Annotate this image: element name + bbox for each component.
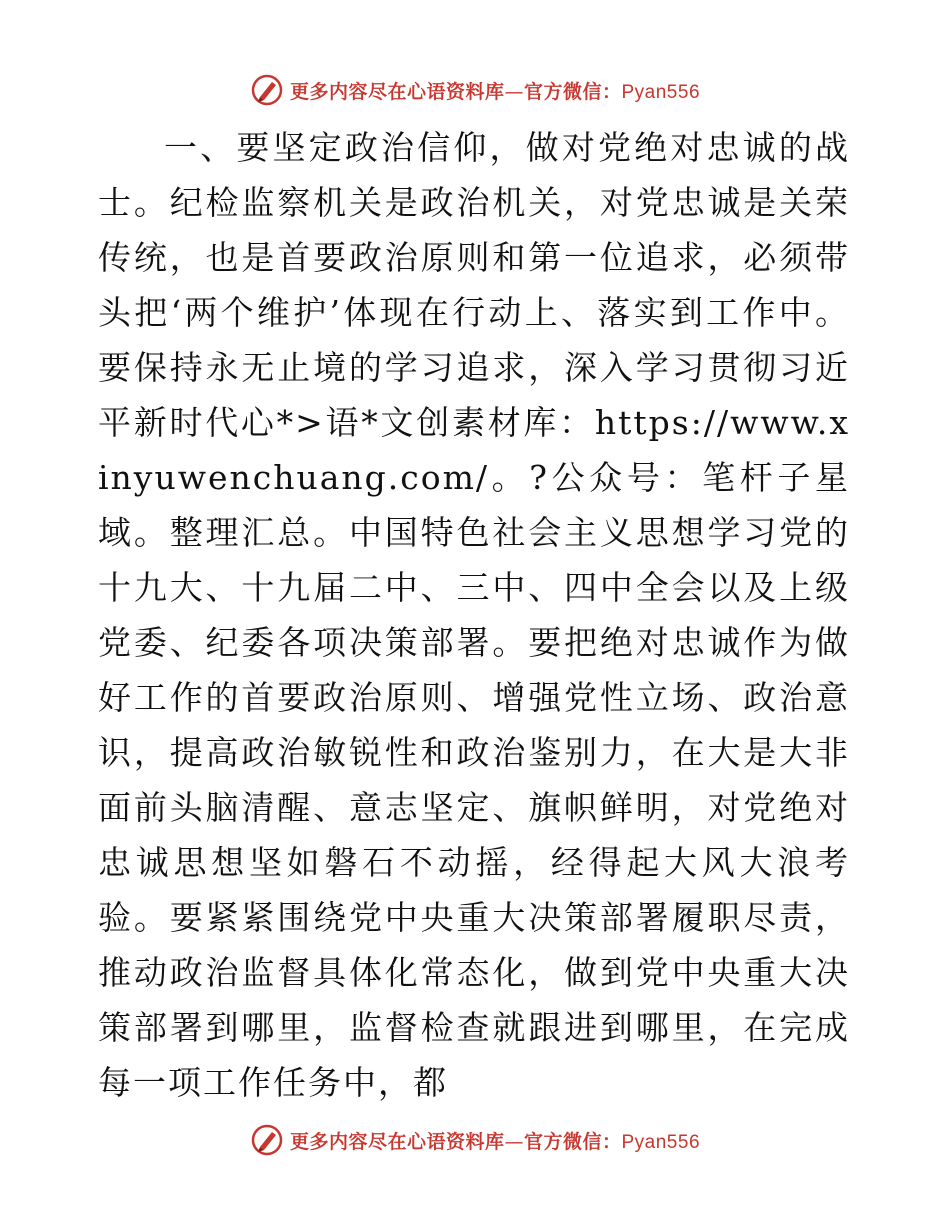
- banner-text: [290, 1127, 700, 1154]
- banner-main-text: 更多内容尽在心语资料库: [289, 80, 505, 103]
- header-watermark-banner: [0, 68, 950, 112]
- body-paragraph: 一、要坚定政治信仰，做对党绝对忠诚的战士。纪检监察机关是政治机关，对党忠诚是关荣传统，也是首要政治原则和第一位追求，必须带头把‘两个维护’体现在行动上、落实到工作中。要保持永无止境的学习追求，深入学习贯彻习近平新时代心*>语*文创素材库：https://www.xinyuwenchuang.com/。?公众号：笔杆子星域。整理汇总。中国特色社会主义思想学习党的十九大、十九届二中、三中、四中全会以及上级党委、纪委各项决策部署。要把绝对忠诚作为做好工作的首要政治原则、增强党性立场、政治意识，提高政治敏锐性和政治鉴别力，在大是大非面前头脑清醒、意志坚定、旗帜鲜明，对党绝对忠诚思想坚如磐石不动摇，经得起大风大浪考验。要紧紧围绕党中央重大决策部署履职尽责，推动政治监督具体化常态化，做到党中央重大决策部署到哪里，监督检查就跟进到哪里，在完成每一项工作任务中，都: [98, 128, 850, 1102]
- banner-official-label: 官方微信：: [523, 1130, 622, 1153]
- pen-in-circle-logo-icon: [250, 73, 284, 107]
- banner-main-text: 更多内容尽在心语资料库: [289, 1130, 505, 1153]
- banner-dash: —: [504, 1130, 524, 1153]
- banner-wechat-id: Pyan556: [621, 81, 701, 103]
- pen-in-circle-logo-icon: [250, 1123, 284, 1157]
- banner-text: [290, 77, 700, 104]
- footer-watermark-banner: [0, 1118, 950, 1162]
- banner-official-label: 官方微信：: [523, 80, 622, 103]
- banner-wechat-id: Pyan556: [621, 1131, 701, 1153]
- banner-dash: —: [504, 80, 524, 103]
